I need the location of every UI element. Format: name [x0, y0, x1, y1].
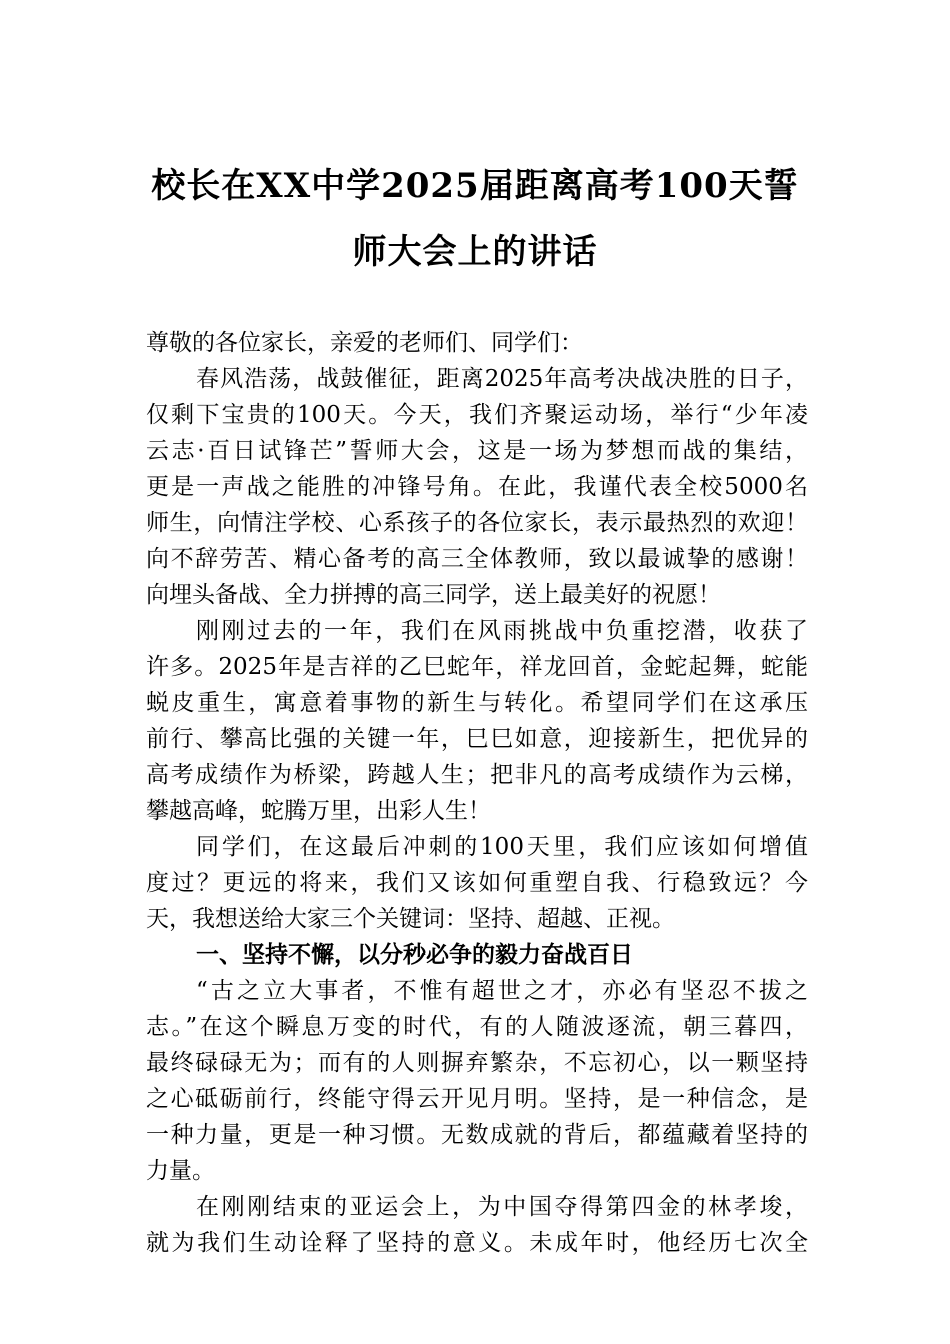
text-line: 攀越高峰，蛇腾万里，出彩人生！	[146, 798, 491, 824]
text-line: 力量。	[146, 1158, 215, 1184]
text-line: 同学们，在这最后冲刺的100天里，我们应该如何增值	[196, 834, 808, 860]
text-line: 一种力量，更是一种习惯。无数成就的背后，都蕴藏着坚持的	[146, 1122, 808, 1148]
text-line: 度过？更远的将来，我们又该如何重塑自我、行稳致远？今	[146, 870, 808, 896]
text-line: 向不辞劳苦、精心备考的高三全体教师，致以最诚挚的感谢！	[146, 546, 808, 572]
text-line: 春风浩荡，战鼓催征，距离2025年高考决战决胜的日子，	[196, 366, 808, 392]
document-title-line-1: 校长在XX中学2025届距离高考100天誓	[151, 166, 799, 206]
text-line: 在刚刚结束的亚运会上，为中国夺得第四金的林孝埈，	[196, 1194, 808, 1220]
text-line: 向埋头备战、全力拼搏的高三同学，送上最美好的祝愿！	[146, 582, 721, 608]
text-line: 许多。2025年是吉祥的乙巳蛇年，祥龙回首，金蛇起舞，蛇能	[146, 654, 808, 680]
text-line: 天，我想送给大家三个关键词：坚持、超越、正视。	[146, 906, 675, 932]
section-heading: 一、坚持不懈，以分秒必争的毅力奋战百日	[196, 942, 633, 968]
text-line: 更是一声战之能胜的冲锋号角。在此，我谨代表全校5000名	[146, 474, 808, 500]
text-line: 之心砥砺前行，终能守得云开见月明。坚持，是一种信念，是	[146, 1086, 808, 1112]
text-line: 最终碌碌无为；而有的人则摒弃繁杂，不忘初心，以一颗坚持	[146, 1050, 808, 1076]
document-title-line-2: 师大会上的讲话	[352, 232, 598, 272]
salutation-line: 尊敬的各位家长，亲爱的老师们、同学们：	[146, 330, 583, 356]
text-line: 高考成绩作为桥梁，跨越人生；把非凡的高考成绩作为云梯，	[146, 762, 808, 788]
text-line: “古之立大事者，不惟有超世之才，亦必有坚忍不拔之	[196, 978, 808, 1004]
text-line: 志。”在这个瞬息万变的时代，有的人随波逐流，朝三暮四，	[146, 1014, 808, 1040]
text-line: 仅剩下宝贵的100天。今天，我们齐聚运动场，举行“少年凌	[146, 402, 808, 428]
text-line: 师生，向情注学校、心系孩子的各位家长，表示最热烈的欢迎！	[146, 510, 808, 536]
text-line: 就为我们生动诠释了坚持的意义。未成年时，他经历七次全	[146, 1230, 808, 1256]
text-line: 前行、攀高比强的关键一年，巳巳如意，迎接新生，把优异的	[146, 726, 808, 752]
text-line: 蜕皮重生，寓意着事物的新生与转化。希望同学们在这承压	[146, 690, 808, 716]
text-line: 云志·百日试锋芒”誓师大会，这是一场为梦想而战的集结，	[146, 438, 808, 464]
text-line: 刚刚过去的一年，我们在风雨挑战中负重挖潜，收获了	[196, 618, 808, 644]
